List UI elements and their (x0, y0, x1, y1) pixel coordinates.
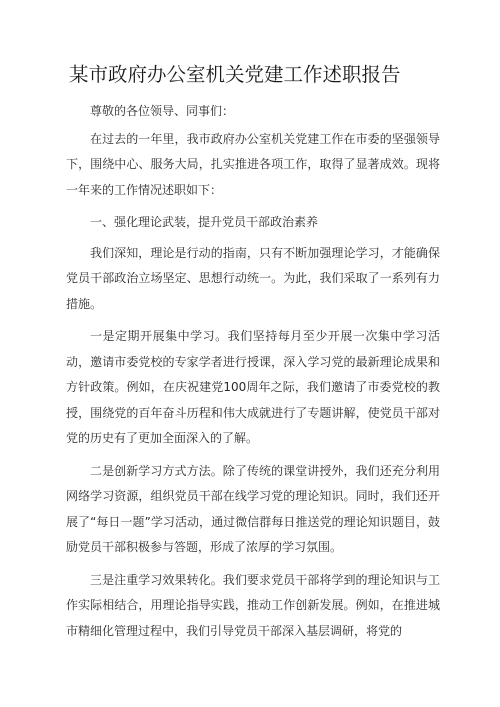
document-body (66, 99, 440, 651)
document-title: 某市政府办公室机关党建工作述职报告 (69, 63, 401, 86)
section-heading: 一、强化理论武装，提升党员干部政治素养 (90, 215, 319, 229)
intro-paragraph: 在过去的一年里，我市政府办公室机关党建工作在市委的坚强领导下，围绕中心、服务大局，扎实推进各项工作，取得了显著成效。现将一年来的工作情况述职如下： (66, 131, 440, 197)
salutation-paragraph: 尊敬的各位领导、同事们： (90, 104, 235, 118)
body-paragraph: 我们深知，理论是行动的指南，只有不断加强理论学习，才能确保党员干部政治立场坚定、思想行动统一。为此，我们采取了一系列有力措施。 (66, 245, 440, 311)
body-paragraph: 一是定期开展集中学习。我们坚持每月至少开展一次集中学习活动，邀请市委党校的专家学者进行授课，深入学习党的最新理论成果和方针政策。例如，在庆祝建党100周年之际，我们邀请了市委党校的教授，围绕党的百年奋斗历程和伟大成就进行了专题讲解，使党员干部对党的历史有了更加全面深入的了解。 (66, 329, 440, 445)
body-paragraph: 二是创新学习方式方法。除了传统的课堂讲授外，我们还充分利用网络学习资源，组织党员干部在线学习党的理论知识。同时，我们还开展了“每日一题”学习活动，通过微信群每日推送党的理论知识题目，鼓励党员干部积极参与答题，形成了浓厚的学习氛围。 (66, 463, 440, 554)
body-paragraph: 三是注重学习效果转化。我们要求党员干部将学到的理论知识与工作实际相结合，用理论指导实践，推动工作创新发展。例如，在推进城市精细化管理过程中，我们引导党员干部深入基层调研，将党的 (66, 572, 440, 638)
